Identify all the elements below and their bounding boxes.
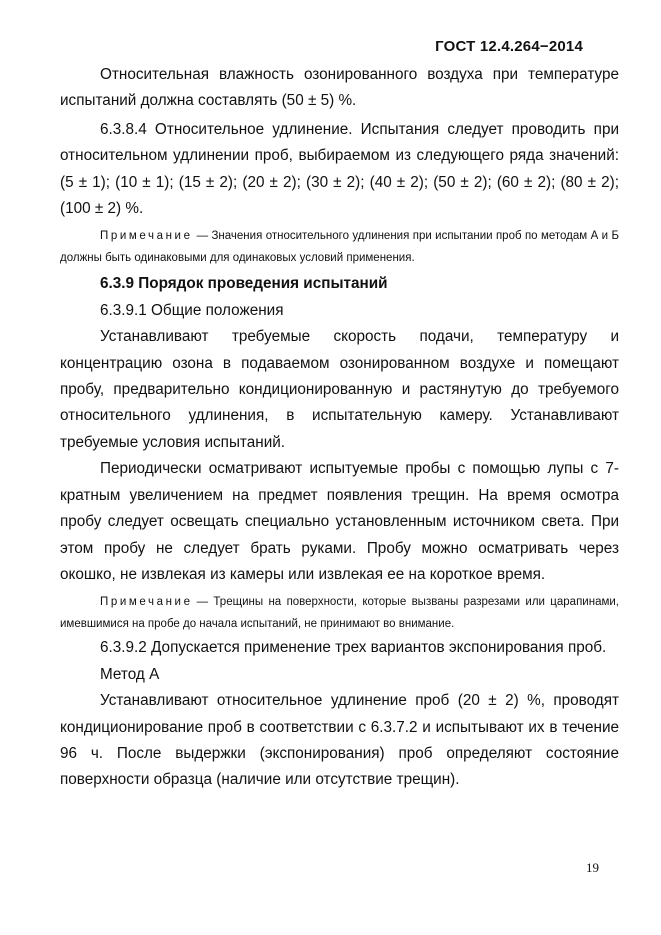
note-elongation: [60, 225, 619, 269]
page-content: [60, 62, 619, 794]
paragraph-humidity: Относительная влажность озонированного воздуха при температуре испытаний должна составлять (50 ± 5) %.: [60, 66, 619, 110]
method-a-label: Метод А: [100, 665, 160, 683]
subsection-6-3-9-1: 6.3.9.1 Общие положения: [100, 301, 284, 319]
paragraph-inspection: Периодически осматривают испытуемые пробы с помощью лупы с 7-кратным увеличением на предмет появления трещин. На время осмотра пробу следует освещать специально установленным источником света. При этом пробу не следует брать руками. Пробу можно осматривать через окошко, не извлекая из камеры или извлекая ее на короткое время.: [60, 460, 619, 583]
section-heading-6-3-9: 6.3.9 Порядок проведения испытаний: [100, 275, 388, 293]
note-text: — Трещины на поверхности, которые вызваны разрезами или царапинами, имевшимися на пробе до начала испытаний, не принимают во внимание.: [60, 596, 619, 631]
page-number: 19: [586, 860, 599, 875]
paragraph-setup: Устанавливают требуемые скорость подачи, температуру и концентрацию озона в подаваемом озонированном воздухе и помещают пробу, предварительно кондиционированную и растянутую до требуемого относительного удлинения, в испытательную камеру. Устанавливают требуемые условия испытаний.: [60, 328, 619, 451]
note-text: — Значения относительного удлинения при испытании проб по методам А и Б должны быть одинаковыми для одинаковых условий применения.: [60, 230, 619, 265]
note-label: Примечание: [100, 596, 193, 609]
note-label: Примечание: [100, 230, 193, 243]
paragraph-method-a: Устанавливают относительное удлинение проб (20 ± 2) %, проводят кондиционирование проб в соответствии с 6.3.7.2 и испытывают их в течение 96 ч. После выдержки (экспонирования) проб определяют состояние поверхности образца (наличие или отсутствие трещин).: [60, 692, 619, 789]
paragraph-6-3-9-2: 6.3.9.2 Допускается применение трех вариантов экспонирования проб.: [100, 639, 607, 657]
note-cracks: [60, 591, 619, 635]
document-code-header: ГОСТ 12.4.264−2014: [435, 38, 583, 55]
paragraph-6-3-8-4: 6.3.8.4 Относительное удлинение. Испытания следует проводить при относительном удлинении проб, выбираемом из следующего ряда значений: (5 ± 1); (10 ± 1); (15 ± 2); (20 ± 2); (30 ± 2); (40 ± 2); (50 ± 2); (60 ± 2); (80 ± 2); (100 ± 2) %.: [60, 120, 619, 218]
